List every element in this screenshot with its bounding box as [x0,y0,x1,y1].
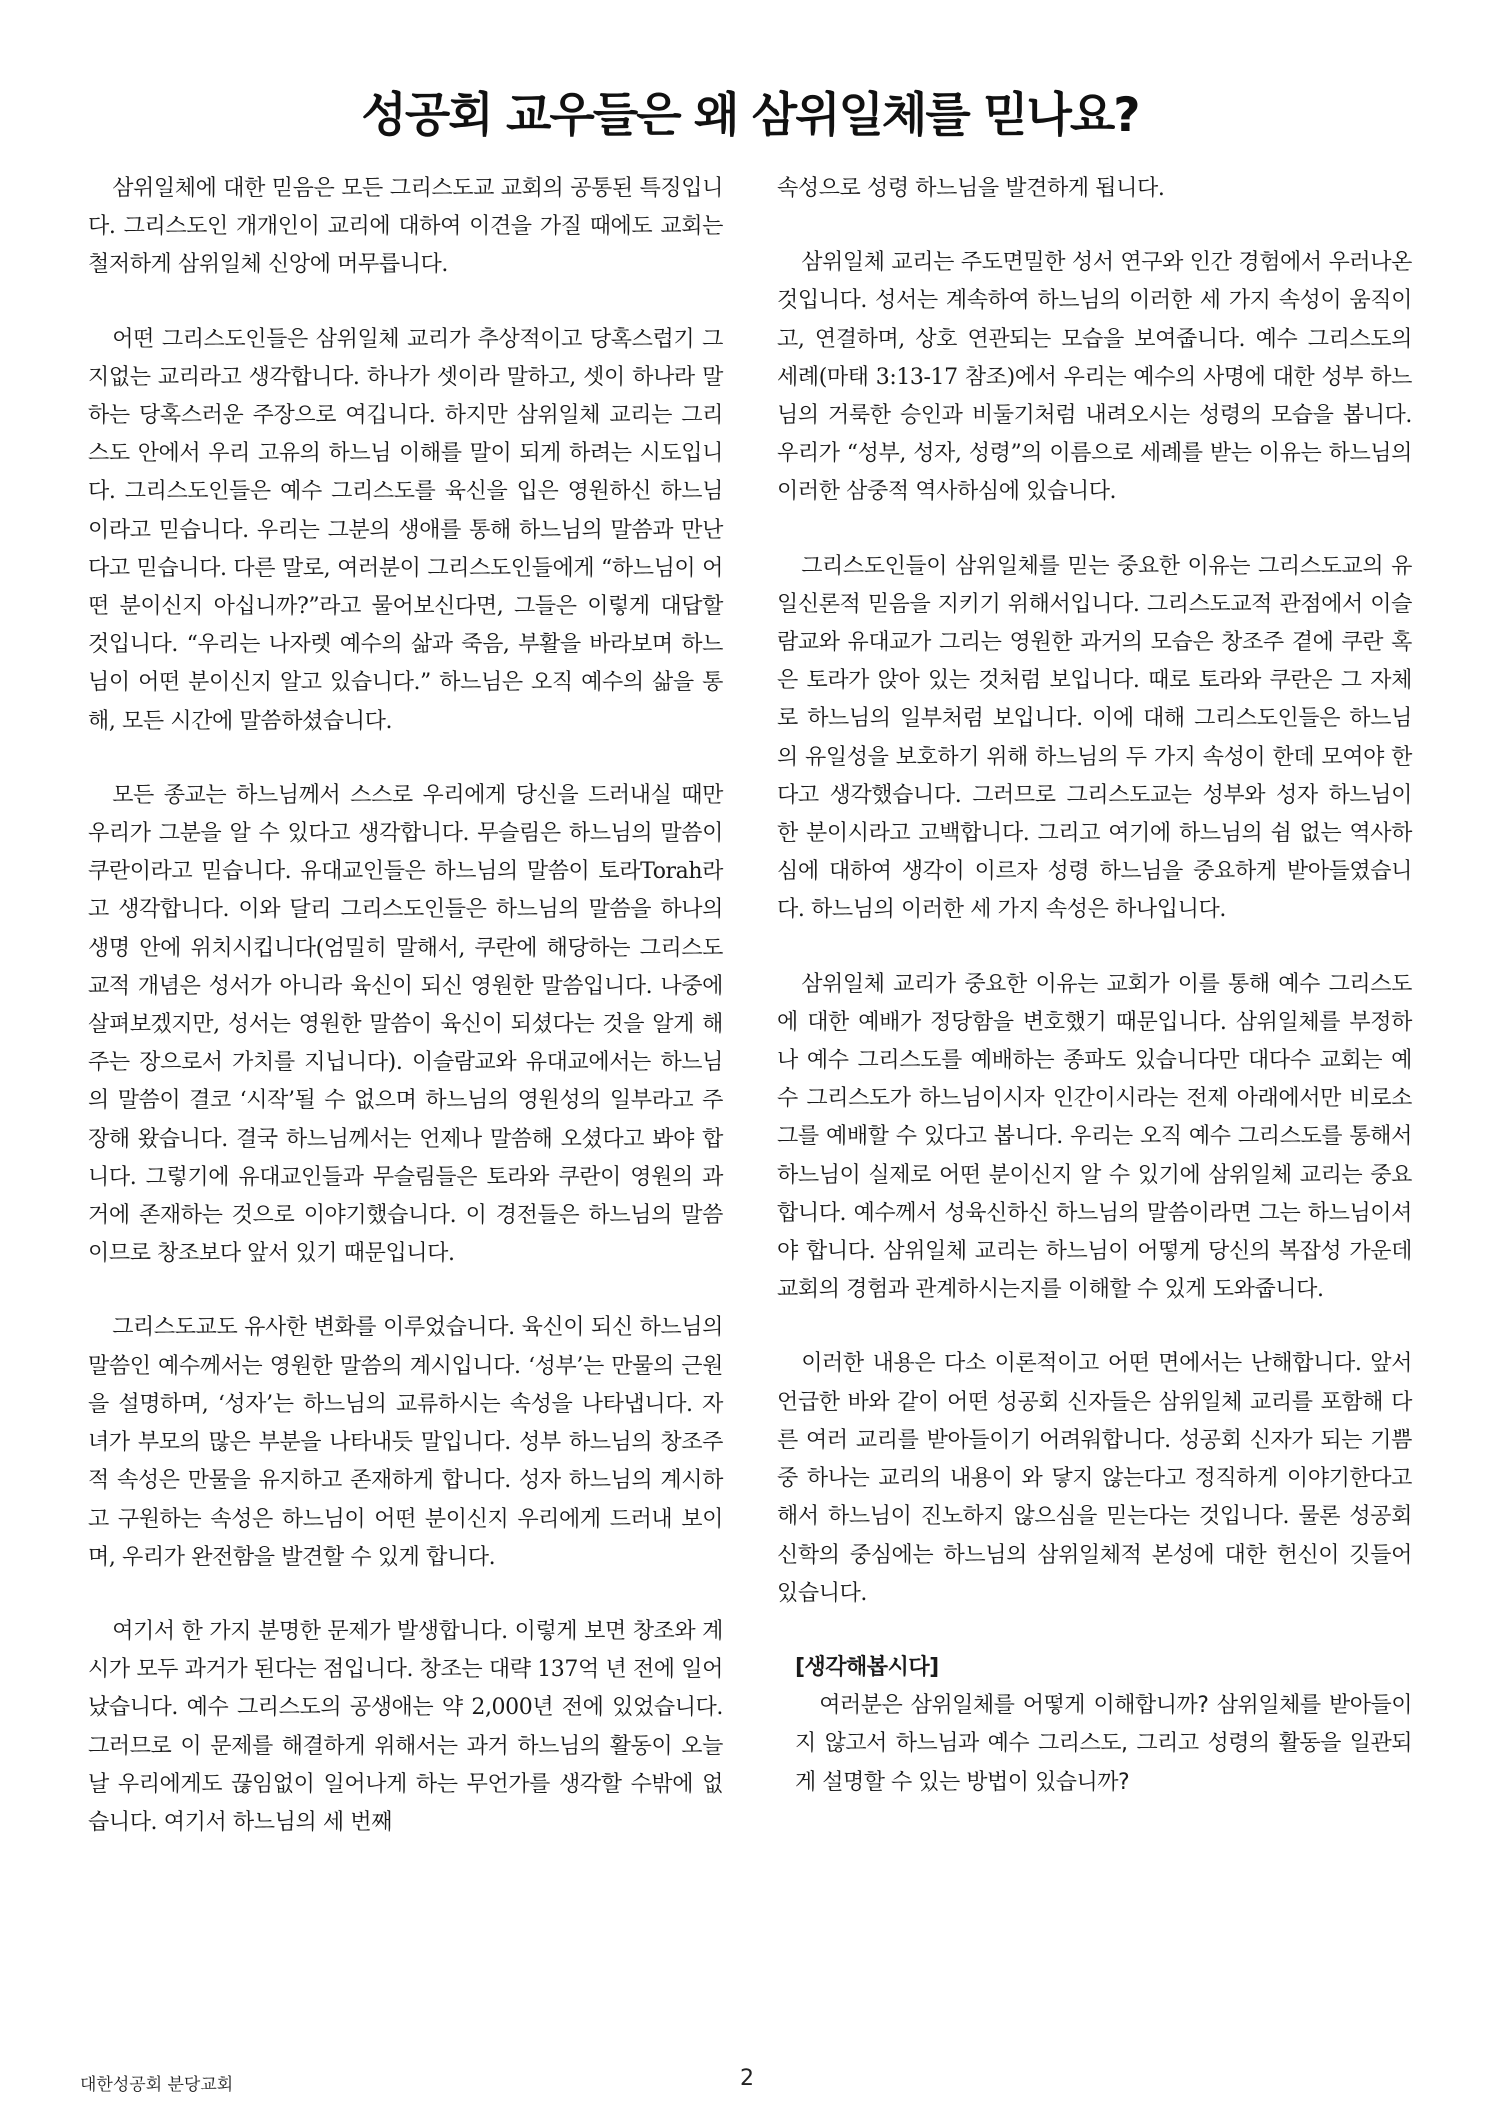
body-paragraph: 삼위일체에 대한 믿음은 모든 그리스도교 교회의 공통된 특징입니다. 그리스도인 개개인이 교리에 대하여 이견을 가질 때에도 교회는 철저하게 삼위일체 신앙에 머무릅니다. [88,176,723,278]
page-title: 성공회 교우들은 왜 삼위일체를 믿나요? [361,88,1139,143]
body-paragraph: 이러한 내용은 다소 이론적이고 어떤 면에서는 난해합니다. 앞서 언급한 바와 같이 어떤 성공회 신자들은 삼위일체 교리를 포함해 다른 여러 교리를 받아들이기 어려워합니다. 성공회 신자가 되는 기쁨 중 하나는 교리의 내용이 와 닿지 않는다고 정직하게 이야기한다고 해서 하느님이 진노하지 않으심을 믿는다는 것입니다. 물론 성공회 신학의 중심에는 하느님의 삼위일체적 본성에 대한 헌신이 깃들어 있습니다. [777,1351,1412,1606]
body-paragraph: 어떤 그리스도인들은 삼위일체 교리가 추상적이고 당혹스럽기 그지없는 교리라고 생각합니다. 하나가 셋이라 말하고, 셋이 하나라 말하는 당혹스러운 주장으로 여깁니다. 하지만 삼위일체 교리는 그리스도 안에서 우리 고유의 하느님 이해를 말이 되게 하려는 시도입니다. 그리스도인들은 예수 그리스도를 육신을 입은 영원하신 하느님이라고 믿습니다. 우리는 그분의 생애를 통해 하느님의 말씀과 만난다고 믿습니다. 다른 말로, 여러분이 그리스도인들에게 “하느님이 어떤 분이신지 아십니까?”라고 물어보신다면, 그들은 이렇게 대답할 것입니다. “우리는 나자렛 예수의 삶과 죽음, 부활을 바라보며 하느님이 어떤 분이신지 알고 있습니다.” 하느님은 오직 예수의 삶을 통해, 모든 시간에 말씀하셨습니다. [88,326,723,734]
publisher-footer: 대한성공회 분당교회 [80,2075,234,2095]
body-paragraph: 그리스도인들이 삼위일체를 믿는 중요한 이유는 그리스도교의 유일신론적 믿음을 지키기 위해서입니다. 그리스도교적 관점에서 이슬람교와 유대교가 그리는 영원한 과거의 모습은 창조주 곁에 쿠란 혹은 토라가 앉아 있는 것처럼 보입니다. 때로 토라와 쿠란은 그 자체로 하느님의 일부처럼 보입니다. 이에 대해 그리스도인들은 하느님의 유일성을 보호하기 위해 하느님의 두 가지 속성이 한데 모여야 한다고 생각했습니다. 그러므로 그리스도교는 성부와 성자 하느님이 한 분이시라고 고백합니다. 그리고 여기에 하느님의 쉼 없는 역사하심에 대하여 생각이 이르자 성령 하느님을 중요하게 받아들였습니다. 하느님의 이러한 세 가지 속성은 하나입니다. [777,553,1412,923]
right-column [777,170,1412,1802]
reflection-heading: [생각해봅시다] [795,1654,939,1680]
body-paragraph: 삼위일체 교리가 중요한 이유는 교회가 이를 통해 예수 그리스도에 대한 예배가 정당함을 변호했기 때문입니다. 삼위일체를 부정하나 예수 그리스도를 예배하는 종파도 있습니다만 대다수 교회는 예수 그리스도가 하느님이시자 인간이시라는 전제 아래에서만 비로소 그를 예배할 수 있다고 봅니다. 우리는 오직 예수 그리스도를 통해서 하느님이 실제로 어떤 분이신지 알 수 있기에 삼위일체 교리는 중요합니다. 예수께서 성육신하신 하느님의 말씀이라면 그는 하느님이셔야 합니다. 삼위일체 교리는 하느님이 어떻게 당신의 복잡성 가운데 교회의 경험과 관계하시는지를 이해할 수 있게 도와줍니다. [777,971,1412,1303]
body-paragraph: 여기서 한 가지 분명한 문제가 발생합니다. 이렇게 보면 창조와 계시가 모두 과거가 된다는 점입니다. 창조는 대략 137억 년 전에 일어났습니다. 예수 그리스도의 공생애는 약 2,000년 전에 있었습니다. 그러므로 이 문제를 해결하게 위해서는 과거 하느님의 활동이 오늘날 우리에게도 끊임없이 일어나게 하는 무언가를 생각할 수밖에 없습니다. 여기서 하느님의 세 번째 [88,1618,723,1835]
body-paragraph-continued: 속성으로 성령 하느님을 발견하게 됩니다. [777,176,1165,201]
body-paragraph: 삼위일체 교리는 주도면밀한 성서 연구와 인간 경험에서 우러나온 것입니다. 성서는 계속하여 하느님의 이러한 세 가지 속성이 움직이고, 연결하며, 상호 연관되는 모습을 보여줍니다. 예수 그리스도의 세례(마태 3:13-17 참조)에서 우리는 예수의 사명에 대한 성부 하느님의 거룩한 승인과 비둘기처럼 내려오시는 성령의 모습을 봅니다. 우리가 “성부, 성자, 성령”의 이름으로 세례를 받는 이유는 하느님의 이러한 삼중적 역사하심에 있습니다. [777,250,1412,505]
reflection-question: 여러분은 삼위일체를 어떻게 이해합니까? 삼위일체를 받아들이지 않고서 하느님과 예수 그리스도, 그리고 성령의 활동을 일관되게 설명할 수 있는 방법이 있습니까? [795,1692,1412,1795]
body-paragraph: 모든 종교는 하느님께서 스스로 우리에게 당신을 드러내실 때만 우리가 그분을 알 수 있다고 생각합니다. 무슬림은 하느님의 말씀이 쿠란이라고 믿습니다. 유대교인들은 하느님의 말씀이 토라Torah라고 생각합니다. 이와 달리 그리스도인들은 하느님의 말씀을 하나의 생명 안에 위치시킵니다(엄밀히 말해서, 쿠란에 해당하는 그리스도교적 개념은 성서가 아니라 육신이 되신 영원한 말씀입니다. 나중에 살펴보겠지만, 성서는 영원한 말씀이 육신이 되셨다는 것을 알게 해주는 장으로서 가치를 지닙니다). 이슬람교와 유대교에서는 하느님의 말씀이 결코 ‘시작’될 수 없으며 하느님의 영원성의 일부라고 주장해 왔습니다. 결국 하느님께서는 언제나 말씀해 오셨다고 봐야 합니다. 그렇기에 유대교인들과 무슬림들은 토라와 쿠란이 영원의 과거에 존재하는 것으로 이야기했습니다. 이 경전들은 하느님의 말씀이므로 창조보다 앞서 있기 때문입니다. [88,782,723,1267]
reflection-box [777,1649,1412,1803]
page-number: 2 [740,2066,754,2091]
left-column [88,170,723,1842]
body-paragraph: 그리스도교도 유사한 변화를 이루었습니다. 육신이 되신 하느님의 말씀인 예수께서는 영원한 말씀의 계시입니다. ‘성부’는 만물의 근원을 설명하며, ‘성자’는 하느님의 교류하시는 속성을 나타냅니다. 자녀가 부모의 많은 부분을 나타내듯 말입니다. 성부 하느님의 창조주적 속성은 만물을 유지하고 존재하게 합니다. 성자 하느님의 계시하고 구원하는 속성은 하느님이 어떤 분이신지 우리에게 드러내 보이며, 우리가 완전함을 발견할 수 있게 합니다. [88,1315,723,1570]
